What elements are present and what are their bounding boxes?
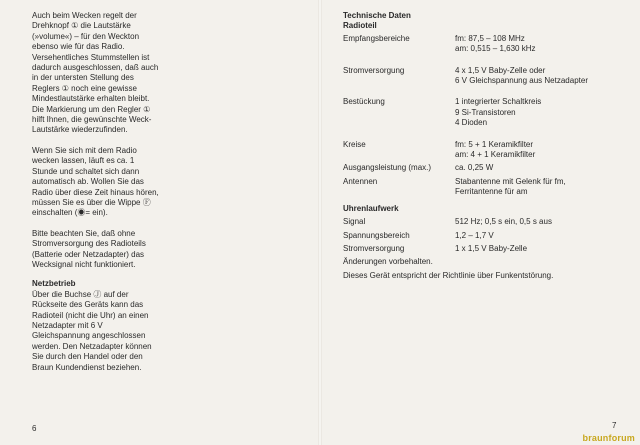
spec-label: Antennen <box>343 176 378 186</box>
spec-label: Stromversorgung <box>343 65 405 75</box>
spec-label: Signal <box>343 217 366 227</box>
clock-section-heading: Uhrenlaufwerk <box>343 203 399 213</box>
clock-spec-table <box>343 217 633 254</box>
netzbetrieb-heading: Netzbetrieb <box>32 279 76 289</box>
spec-row <box>343 140 633 161</box>
spec-value <box>455 163 633 173</box>
spec-value-line: Ferritantenne für am <box>455 187 528 197</box>
spec-value <box>455 66 633 87</box>
spec-label: Kreise <box>343 139 366 149</box>
spec-value-line: ca. 0,25 W <box>455 163 494 173</box>
radio-spec-table <box>343 34 633 198</box>
spec-value-line: am: 4 + 1 Keramikfilter <box>455 150 536 160</box>
spec-value <box>455 140 633 161</box>
spec-row <box>343 163 633 173</box>
spec-label: Ausgangsleistung (max.) <box>343 163 432 173</box>
spec-row <box>343 177 633 198</box>
spec-column <box>343 11 633 281</box>
spec-row <box>343 244 633 254</box>
spec-value-line: 4 x 1,5 V Baby-Zelle oder <box>455 65 546 75</box>
spec-row <box>343 97 633 128</box>
spec-label: Bestückung <box>343 97 385 107</box>
spec-value-line: 1,2 – 1,7 V <box>455 230 494 240</box>
left-text-column <box>32 11 160 373</box>
spec-value-line: fm: 87,5 – 108 MHz <box>455 33 525 43</box>
spec-value-line: 1 x 1,5 V Baby-Zelle <box>455 243 528 253</box>
spec-value-line: 1 integrierter Schaltkreis <box>455 97 542 107</box>
spec-row <box>343 66 633 87</box>
paragraph-radio-alarm: Wenn Sie sich mit dem Radio wecken lassen, läuft es ca. 1 Stunde und schaltet sich dann automatisch ab. Wollen Sie das Radio über diese Zeit hinaus hören, müssen Sie es über die Wippe Ⓕ einschalten (◉= ein). <box>32 145 159 218</box>
spec-row <box>343 34 633 55</box>
page-number-left: 6 <box>32 424 37 433</box>
spec-value-line: 512 Hz; 0,5 s ein, 0,5 s aus <box>455 217 552 227</box>
watermark-logo: braunforum <box>582 433 635 443</box>
spec-label: Spannungsbereich <box>343 230 410 240</box>
page-number-right: 7 <box>612 421 617 430</box>
spec-value <box>455 177 633 198</box>
spec-row <box>343 217 633 227</box>
spec-row <box>343 231 633 241</box>
spec-value-line: 6 V Gleichspannung aus Netzadapter <box>455 76 588 86</box>
spec-value-line: Stabantenne mit Gelenk für fm, <box>455 176 566 186</box>
spec-label: Stromversorgung <box>343 243 405 253</box>
paragraph-volume: Auch beim Wecken regelt der Drehknopf ① die Lautstärke (»volume«) – für den Weckton ebenso wie für das Radio. Versehentliches Stummstellen ist dadurch ausgeschlossen, daß auch in der untersten Stellung des Reglers ① noch eine gewisse Mindestlautstärke erhalten bleibt. Die Markierung um den Regler ① hilft Ihnen, die gewünschte Weck-Lautstärke wiederzufinden. <box>32 11 159 135</box>
changes-note: Änderungen vorbehalten. <box>343 257 433 267</box>
netzbetrieb-text: Über die Buchse Ⓙ auf der Rückseite des Geräts kann das Radioteil (nicht die Uhr) an einen Netzadapter mit 6 V Gleichspannung angeschlossen werden. Den Netzadapter können Sie durch den Handel oder den Braun Kundendienst beziehen. <box>32 289 152 372</box>
spec-value <box>455 97 633 128</box>
spec-value <box>455 34 633 55</box>
compliance-note: Dieses Gerät entspricht der Richtlinie über Funkentstörung. <box>343 270 554 280</box>
spec-value-line: 4 Dioden <box>455 118 488 128</box>
spec-value <box>455 244 633 254</box>
right-page <box>320 0 640 445</box>
spec-value-line: fm: 5 + 1 Keramikfilter <box>455 139 534 149</box>
spec-value-line: am: 0,515 – 1,630 kHz <box>455 44 536 54</box>
spec-value-line: 9 Si-Transistoren <box>455 107 516 117</box>
radio-section-heading: Radioteil <box>343 21 377 31</box>
paragraph-power-note: Bitte beachten Sie, daß ohne Stromversorgung des Radioteils (Batterie oder Netzadapter) das Wecksignal nicht funktioniert. <box>32 228 146 269</box>
spec-value <box>455 217 633 227</box>
spec-heading: Technische Daten <box>343 11 411 20</box>
spec-label: Empfangsbereiche <box>343 33 410 43</box>
spec-value <box>455 231 633 241</box>
